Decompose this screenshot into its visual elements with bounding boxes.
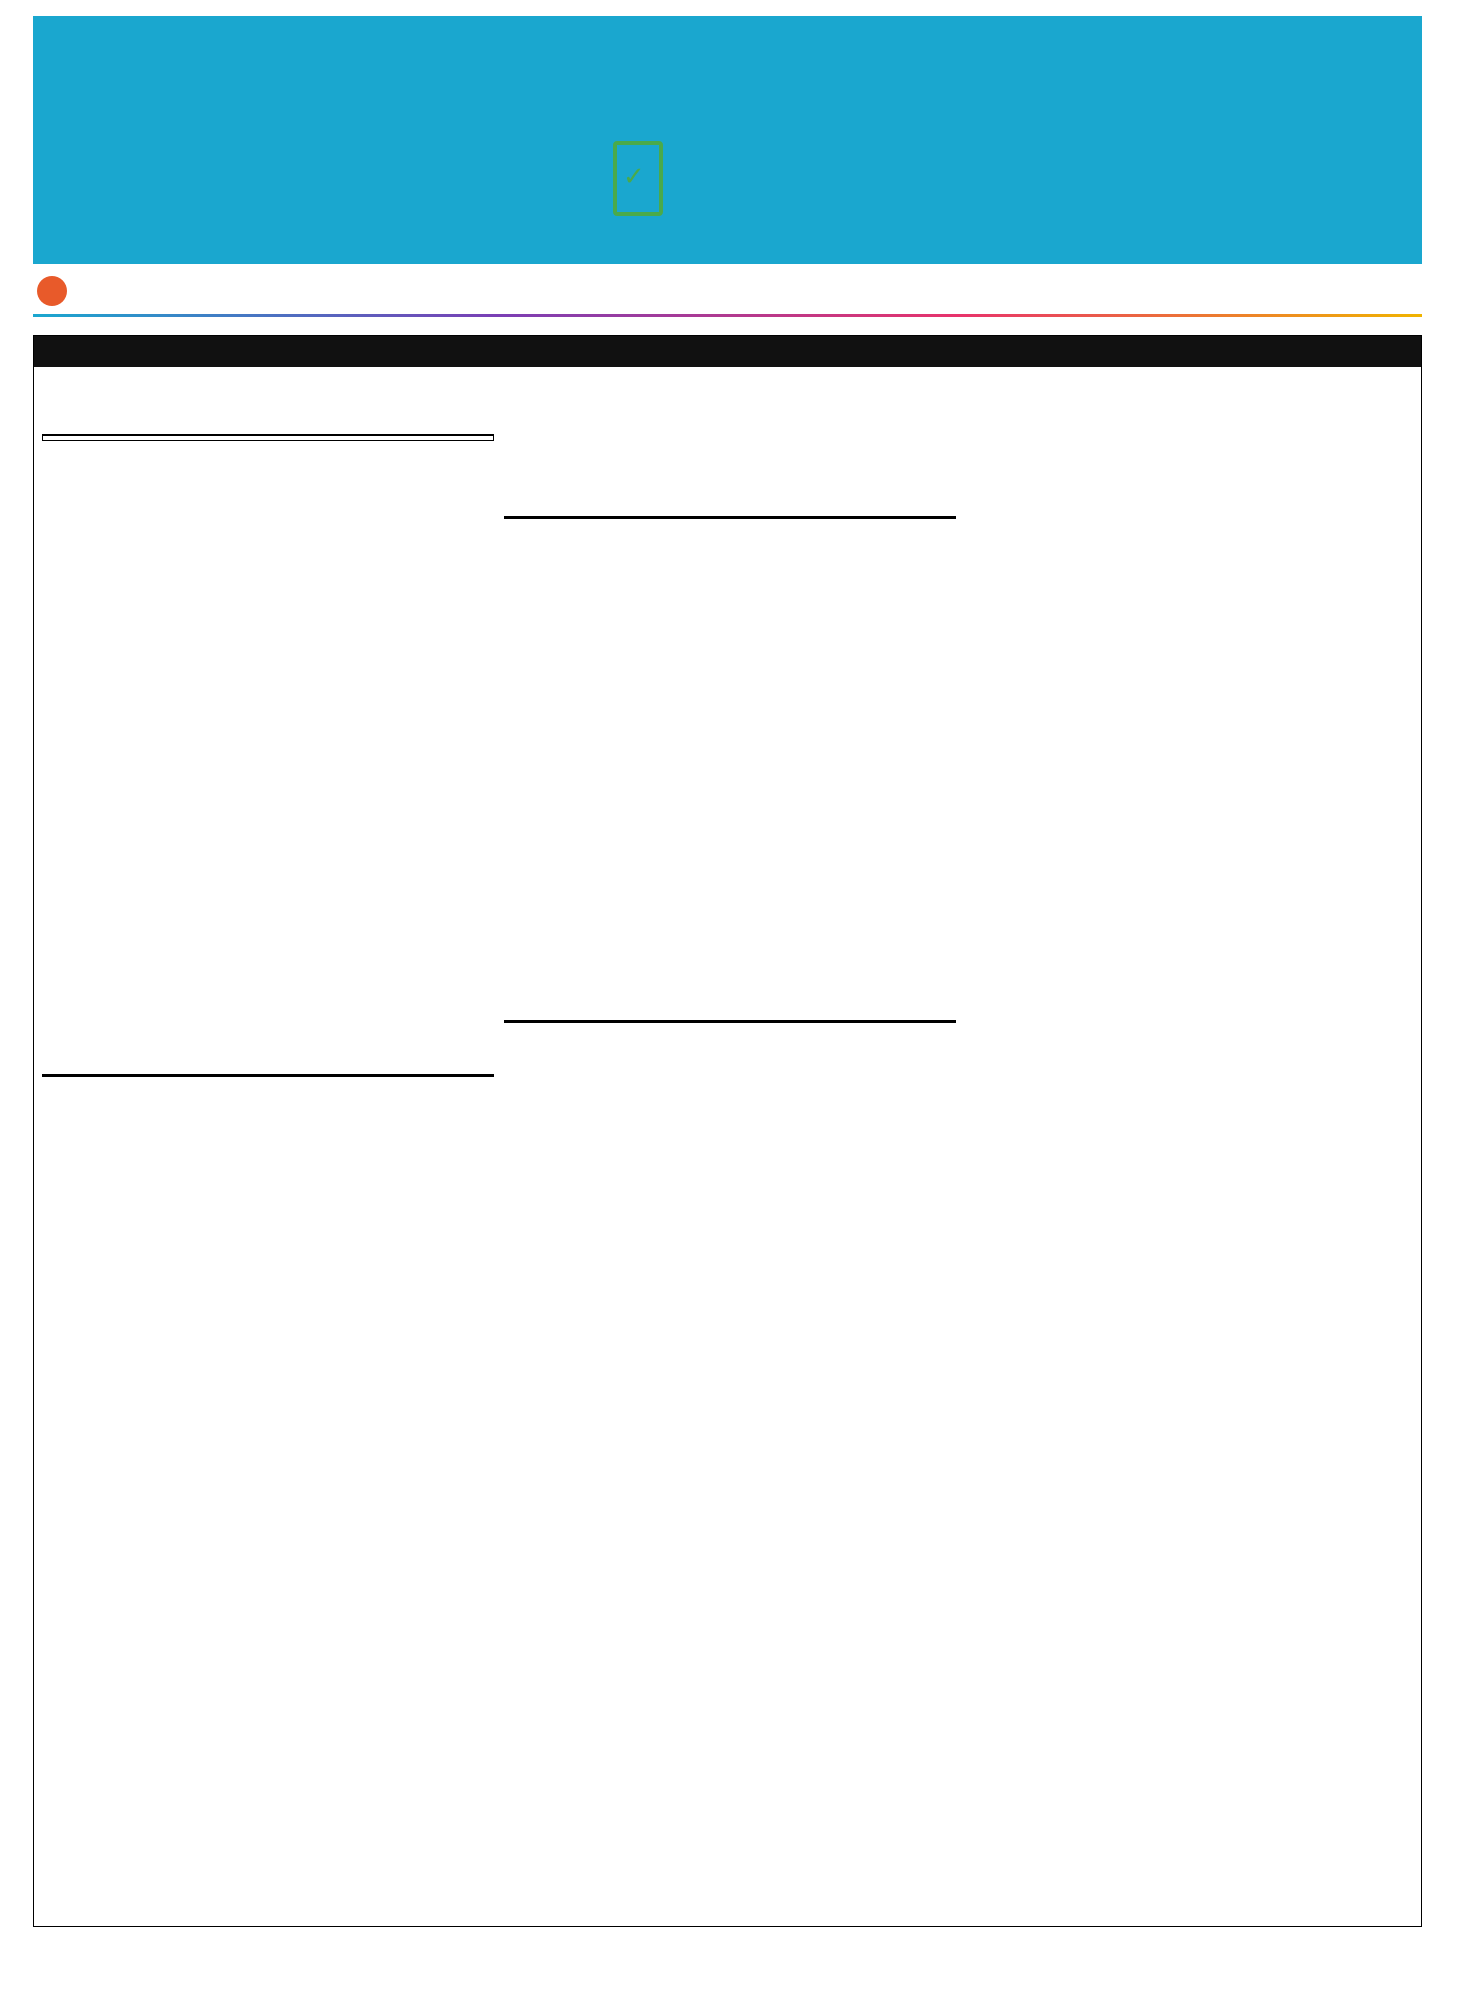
cash-flow-title — [505, 517, 955, 518]
header-divider — [33, 314, 1422, 317]
income-statement-title — [43, 1075, 493, 1076]
balance-sheet — [42, 434, 494, 441]
header-banner — [33, 16, 1422, 264]
equity-changes-title — [505, 1021, 955, 1022]
check-icon: ✓ — [623, 161, 645, 191]
equity-changes-statement — [504, 1020, 956, 1023]
logo-icon — [37, 276, 67, 306]
eshoje-logo[interactable] — [37, 276, 70, 306]
company-bar — [34, 336, 1421, 367]
cash-flow-statement — [504, 516, 956, 519]
digital-signature-stamp — [613, 101, 813, 231]
balance-sheet-title — [43, 435, 493, 436]
income-statement — [42, 1074, 494, 1077]
header-info-line — [33, 268, 1422, 314]
notes-right-top — [966, 380, 1412, 382]
legal-publication — [33, 335, 1422, 1927]
